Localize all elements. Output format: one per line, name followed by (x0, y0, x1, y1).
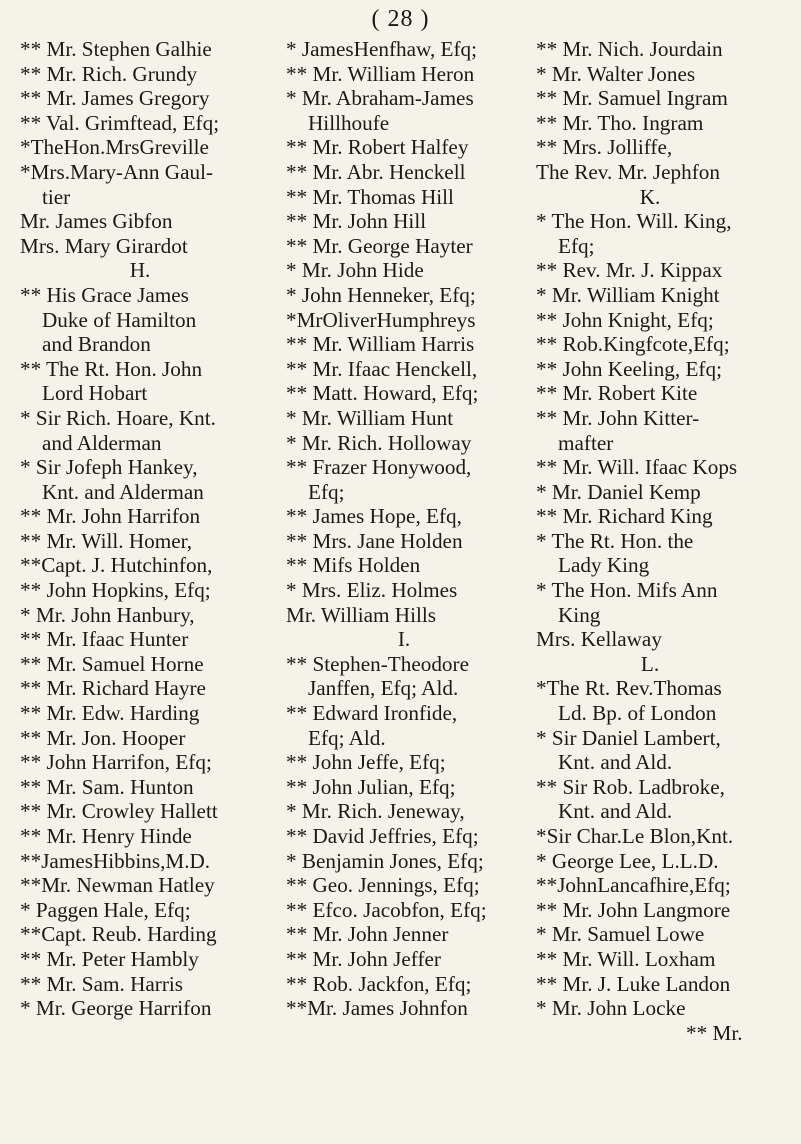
subscriber-line: ** Mr. Sam. Hunton (20, 774, 194, 799)
subscriber-line: ** Mr. John Hill (286, 209, 427, 234)
subscriber-line: * Mr. John Hanbury, (20, 602, 195, 627)
subscriber-line: tier (42, 184, 71, 209)
subscriber-line: ** Mr. John Langmore (536, 897, 731, 922)
subscriber-line: ** John Hopkins, Efq; (20, 578, 211, 603)
subscriber-line: ** Val. Grimftead, Efq; (20, 110, 220, 135)
subscriber-line: ** Mr. Samuel Horne (20, 651, 204, 676)
subscriber-line: * Sir Daniel Lambert, (536, 725, 721, 750)
subscriber-line: Knt. and Ald. (558, 799, 673, 824)
subscriber-line: mafter (558, 430, 614, 455)
subscriber-line: ** Mr. Will. Homer, (20, 528, 193, 553)
subscriber-line: * Sir Jofeph Hankey, (20, 455, 198, 480)
subscriber-line: ** Edward Ironfide, (286, 701, 458, 726)
subscriber-line: * Mr. George Harrifon (20, 996, 212, 1021)
subscriber-line: * Mrs. Eliz. Holmes (286, 578, 458, 603)
subscriber-line: ** Mr. Will. Loxham (536, 946, 716, 971)
subscriber-line: ** Mr. Samuel Ingram (536, 86, 728, 111)
subscriber-line: ** Mr. William Heron (286, 61, 475, 86)
subscriber-line: ** Mr. John Kitter- (536, 405, 700, 430)
subscriber-line: ** Mr. Stephen Galhie (20, 37, 212, 61)
subscriber-line: ** John Jeffe, Efq; (286, 750, 446, 775)
subscriber-line: ** Sir Rob. Ladbroke, (536, 774, 725, 799)
section-letter-heading: I. (397, 627, 411, 652)
subscriber-line: Knt. and Alderman (42, 479, 204, 504)
subscriber-line: * JamesHenfhaw, Efq; (286, 37, 478, 61)
subscriber-line: Efq; (558, 233, 595, 258)
subscriber-column-2 (286, 37, 522, 1021)
subscriber-line: ** Mrs. Jane Holden (286, 528, 463, 553)
subscriber-line: ** John Knight, Efq; (536, 307, 714, 332)
subscriber-line: * Mr. Rich. Holloway (286, 430, 472, 455)
subscriber-line: ** Mr. Robert Halfey (286, 135, 469, 160)
subscriber-line: ** Mr. Abr. Henckell (286, 159, 466, 184)
subscriber-line: * The Rt. Hon. the (536, 528, 694, 553)
subscriber-line: Efq; (308, 479, 345, 504)
subscriber-line: ** Mr. John Harrifon (20, 504, 201, 529)
subscriber-line: ** Mr. Crowley Hallett (20, 799, 218, 824)
subscriber-line: ** Efco. Jacobfon, Efq; (286, 897, 487, 922)
subscriber-line: ** Mr. Henry Hinde (20, 824, 192, 848)
subscriber-line: * Mr. Rich. Jeneway, (286, 799, 465, 824)
subscriber-line: Mrs. Kellaway (536, 627, 662, 652)
subscriber-line: ** David Jeffries, Efq; (286, 824, 479, 848)
section-letter-heading: H. (129, 258, 151, 283)
subscriber-line: * The Hon. Will. King, (536, 209, 732, 234)
subscriber-line: ** Mr. J. Luke Landon (536, 971, 731, 996)
subscriber-line: * Mr. William Hunt (286, 405, 454, 430)
subscriber-line: **JohnLancafhire,Efq; (536, 873, 731, 898)
subscriber-line: ** Matt. Howard, Efq; (286, 381, 479, 406)
subscriber-line: Lady King (558, 553, 650, 578)
subscriber-line: ** Geo. Jennings, Efq; (286, 873, 480, 898)
subscriber-line: *TheHon.MrsGreville (20, 135, 209, 160)
subscriber-line: * Mr. Samuel Lowe (536, 922, 705, 947)
subscriber-line: ** Mr. John Jenner (286, 922, 449, 947)
subscriber-line: * Mr. William Knight (536, 282, 720, 307)
subscriber-line: ** Stephen-Theodore (286, 651, 469, 676)
subscriber-line: * Mr. Walter Jones (536, 61, 696, 86)
subscriber-line: * Mr. Abraham-James (286, 86, 474, 111)
subscriber-line: Knt. and Ald. (558, 750, 673, 775)
subscriber-line: ** Mr. Edw. Harding (20, 701, 200, 726)
subscriber-line: ** Rob.Kingfcote,Efq; (536, 332, 730, 357)
subscriber-line: Hillhoufe (308, 110, 390, 135)
subscriber-line: Mr. James Gibfon (20, 209, 173, 234)
subscriber-line: ** John Harrifon, Efq; (20, 750, 212, 775)
page-number: ( 28 ) (371, 6, 430, 32)
subscriber-line: **Mr. Newman Hatley (20, 873, 215, 898)
section-letter-heading: K. (639, 184, 661, 209)
subscriber-line: Efq; Ald. (308, 725, 386, 750)
subscriber-line: ** Mr. Will. Ifaac Kops (536, 455, 738, 480)
subscriber-line: ** Mr. Ifaac Hunter (20, 627, 189, 652)
subscriber-line: and Alderman (42, 430, 162, 455)
subscriber-line: Mr. William Hills (286, 602, 437, 627)
subscriber-line: ** Mr. Sam. Harris (20, 971, 184, 996)
subscriber-line: * Mr. John Hide (286, 258, 424, 283)
subscriber-line: ** Mr. Nich. Jourdain (536, 37, 723, 61)
subscriber-line: ** Mr. Robert Kite (536, 381, 698, 406)
subscriber-line: ** Mr. Richard Hayre (20, 676, 206, 701)
subscriber-line: ** Rob. Jackfon, Efq; (286, 971, 472, 996)
subscriber-line: * John Henneker, Efq; (286, 282, 476, 307)
subscriber-line: Mrs. Mary Girardot (20, 233, 188, 258)
subscriber-line: * The Hon. Mifs Ann (536, 578, 718, 603)
subscriber-line: The Rev. Mr. Jephfon (536, 159, 720, 184)
subscriber-line: * George Lee, L.L.D. (536, 848, 719, 873)
subscriber-line: Lord Hobart (42, 381, 148, 406)
subscriber-line: ** Mr. Rich. Grundy (20, 61, 198, 86)
subscriber-line: ** John Keeling, Efq; (536, 356, 722, 381)
subscriber-line: **Capt. J. Hutchinfon, (20, 553, 213, 578)
subscriber-line: Janffen, Efq; Ald. (308, 676, 459, 701)
subscriber-line: ** Mr. Jon. Hooper (20, 725, 186, 750)
subscriber-line: ** Mr. James Gregory (20, 86, 210, 111)
subscriber-line: ** The Rt. Hon. John (20, 356, 203, 381)
subscriber-line: * Sir Rich. Hoare, Knt. (20, 405, 216, 430)
subscriber-line: ** Rev. Mr. J. Kippax (536, 258, 723, 283)
subscriber-line: ** Mr. George Hayter (286, 233, 473, 258)
subscriber-column-3 (536, 37, 764, 1045)
subscriber-line: ** Mrs. Jolliffe, (536, 135, 673, 160)
subscriber-line: *The Rt. Rev.Thomas (536, 676, 722, 701)
subscriber-line: Duke of Hamilton (42, 307, 197, 332)
subscriber-line: **JamesHibbins,M.D. (20, 848, 211, 873)
subscriber-line: Ld. Bp. of London (558, 701, 717, 726)
subscriber-line: * Mr. John Locke (536, 996, 686, 1021)
subscriber-line: ** Mr. John Jeffer (286, 946, 441, 971)
subscriber-line: ** Frazer Honywood, (286, 455, 472, 480)
subscriber-line: ** Mr. William Harris (286, 332, 475, 357)
subscriber-line: **Mr. James Johnfon (286, 996, 468, 1021)
subscriber-line: ** His Grace James (20, 282, 189, 307)
subscriber-line: **Capt. Reub. Harding (20, 922, 217, 947)
subscriber-line: *MrOliverHumphreys (286, 307, 476, 332)
subscriber-line: *Mrs.Mary-Ann Gaul- (20, 159, 214, 184)
subscriber-line: King (558, 602, 601, 627)
subscriber-line: ** Mr. Ifaac Henckell, (286, 356, 478, 381)
subscriber-line: * Paggen Hale, Efq; (20, 897, 191, 922)
subscriber-column-1 (20, 37, 260, 1021)
subscriber-line: * Mr. Daniel Kemp (536, 479, 701, 504)
subscriber-line: ** Mr. Richard King (536, 504, 713, 529)
subscriber-line: and Brandon (42, 332, 151, 357)
subscriber-line: ** Mr. Thomas Hill (286, 184, 454, 209)
subscriber-line: *Sir Char.Le Blon,Knt. (536, 824, 734, 848)
subscriber-line: ** James Hope, Efq, (286, 504, 462, 529)
subscriber-line: ** Mr. Peter Hambly (20, 946, 199, 971)
subscriber-line: ** Mr. Tho. Ingram (536, 110, 704, 135)
subscriber-line: * Benjamin Jones, Efq; (286, 848, 484, 873)
catchword: ** Mr. (686, 1020, 743, 1045)
section-letter-heading: L. (640, 651, 660, 676)
subscriber-line: ** Mifs Holden (286, 553, 421, 578)
subscriber-line: ** John Julian, Efq; (286, 774, 456, 799)
